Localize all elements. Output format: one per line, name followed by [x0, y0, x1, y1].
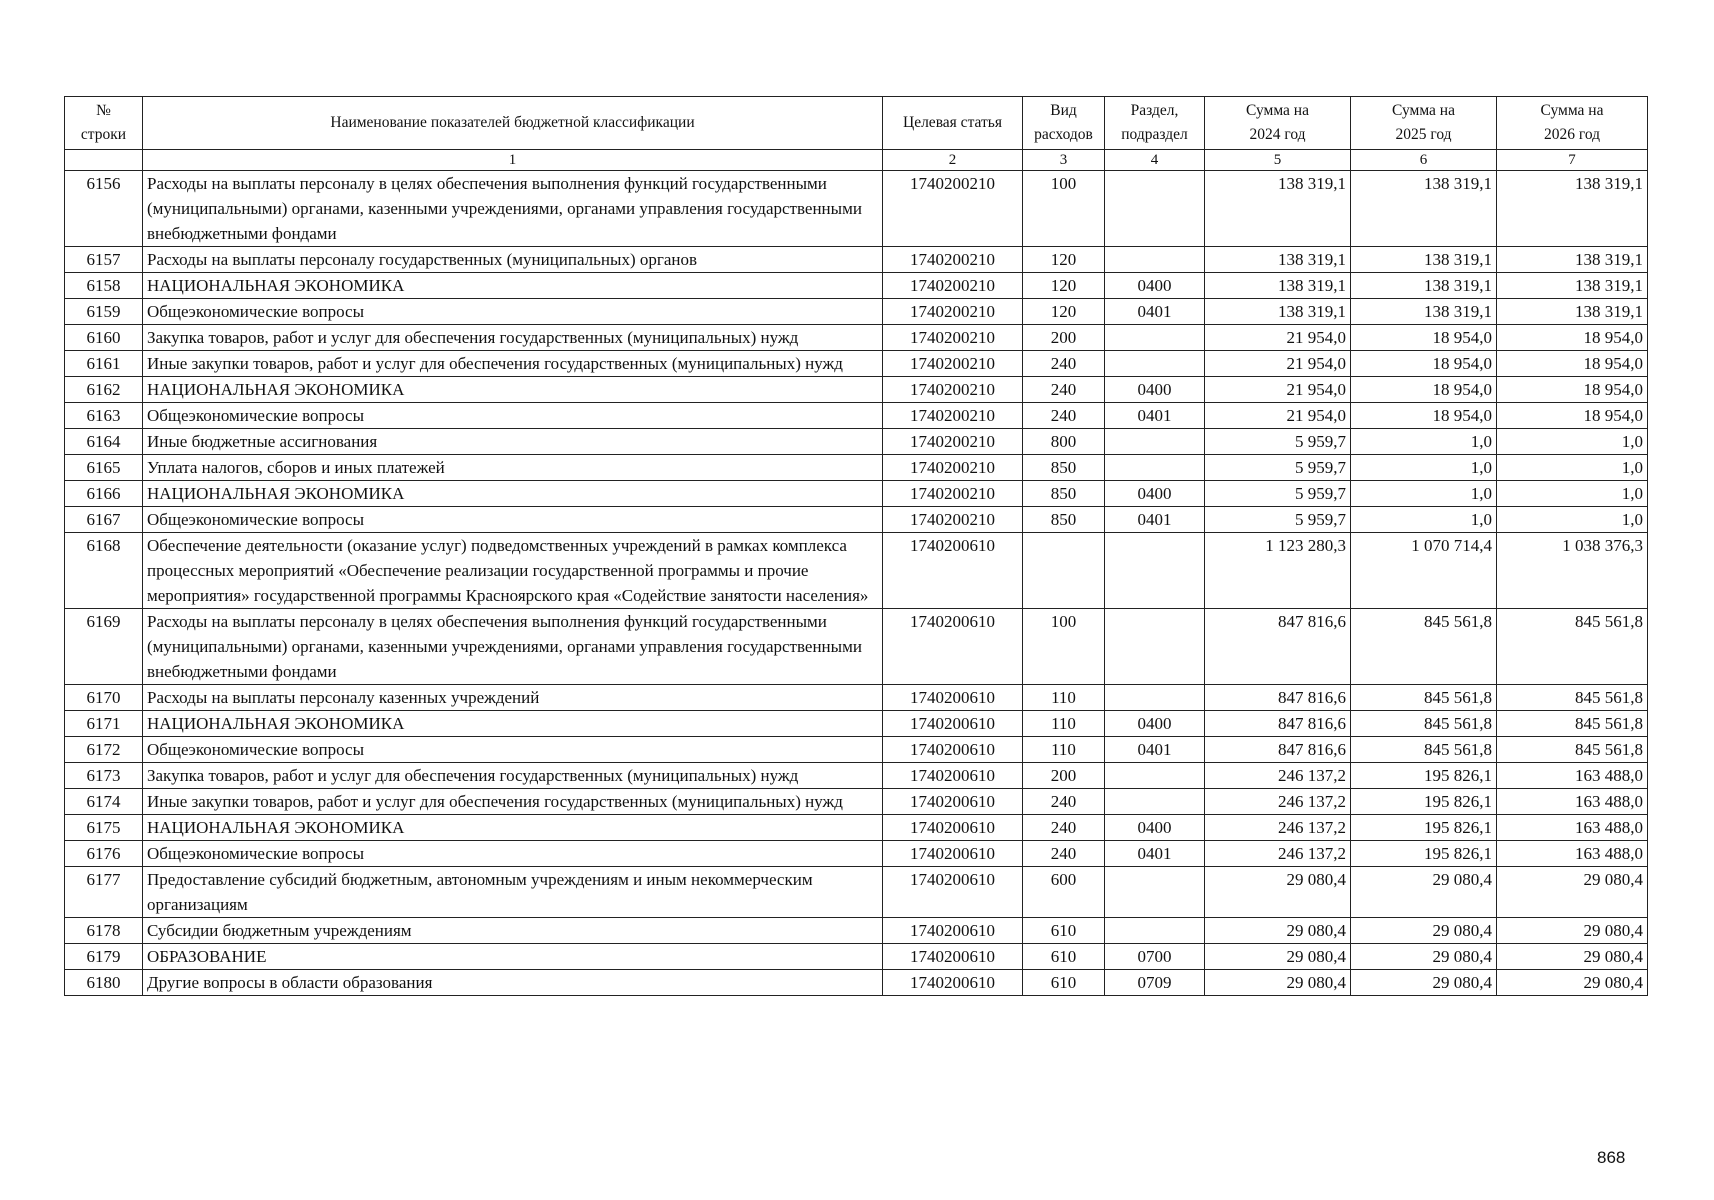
sum-2025-cell: 138 319,1 [1351, 299, 1497, 325]
row-number-cell: 6159 [65, 299, 143, 325]
row-number-cell: 6156 [65, 171, 143, 247]
expense-type-cell: 610 [1023, 944, 1105, 970]
section-cell: 0401 [1105, 403, 1205, 429]
sum-2024-cell: 5 959,7 [1205, 507, 1351, 533]
target-article-cell: 1740200210 [883, 481, 1023, 507]
table-row [65, 247, 1648, 273]
expense-type-cell: 110 [1023, 711, 1105, 737]
sum-2026-cell: 1,0 [1497, 481, 1648, 507]
indicator-name-cell: Общеэкономические вопросы [143, 299, 883, 325]
row-number-cell: 6170 [65, 685, 143, 711]
table-row [65, 918, 1648, 944]
indicator-name-cell: Другие вопросы в области образования [143, 970, 883, 996]
target-article-cell: 1740200610 [883, 815, 1023, 841]
header-expense-type-text: Вид расходов [1034, 102, 1093, 143]
target-article-cell: 1740200610 [883, 533, 1023, 609]
sum-2026-cell: 29 080,4 [1497, 918, 1648, 944]
sum-2024-cell: 138 319,1 [1205, 273, 1351, 299]
section-cell [1105, 533, 1205, 609]
expense-type-cell: 100 [1023, 609, 1105, 685]
target-article-cell: 1740200610 [883, 867, 1023, 918]
indicator-name-cell: Иные закупки товаров, работ и услуг для обеспечения государственных (муниципальных) нужд [143, 351, 883, 377]
row-number-cell: 6173 [65, 763, 143, 789]
sum-2025-cell: 138 319,1 [1351, 171, 1497, 247]
header-sum-2026-text: Сумма на 2026 год [1540, 102, 1604, 143]
indicator-name-cell: ОБРАЗОВАНИЕ [143, 944, 883, 970]
section-cell [1105, 351, 1205, 377]
indicator-name-cell: Предоставление субсидий бюджетным, автономным учреждениям и иным некоммерческим организациям [143, 867, 883, 918]
table-row [65, 609, 1648, 685]
expense-type-cell: 600 [1023, 867, 1105, 918]
sum-2026-cell: 29 080,4 [1497, 970, 1648, 996]
table-row [65, 171, 1648, 247]
section-cell: 0400 [1105, 377, 1205, 403]
row-number-cell: 6171 [65, 711, 143, 737]
header-sum-2025 [1351, 97, 1497, 150]
colnum-cell: 4 [1105, 150, 1205, 171]
table-row [65, 455, 1648, 481]
row-number-cell: 6162 [65, 377, 143, 403]
column-number-row [65, 150, 1648, 171]
table-row [65, 533, 1648, 609]
sum-2025-cell: 138 319,1 [1351, 273, 1497, 299]
sum-2025-cell: 1 070 714,4 [1351, 533, 1497, 609]
table-row [65, 429, 1648, 455]
expense-type-cell: 850 [1023, 455, 1105, 481]
sum-2026-cell: 18 954,0 [1497, 325, 1648, 351]
sum-2026-cell: 18 954,0 [1497, 377, 1648, 403]
row-number-cell: 6166 [65, 481, 143, 507]
target-article-cell: 1740200610 [883, 841, 1023, 867]
row-number-cell: 6158 [65, 273, 143, 299]
table-row [65, 841, 1648, 867]
indicator-name-cell: Расходы на выплаты персоналу государственных (муниципальных) органов [143, 247, 883, 273]
sum-2024-cell: 1 123 280,3 [1205, 533, 1351, 609]
table-row [65, 377, 1648, 403]
header-sum-2024-text: Сумма на 2024 год [1246, 102, 1309, 143]
budget-table [64, 96, 1648, 996]
indicator-name-cell: Субсидии бюджетным учреждениям [143, 918, 883, 944]
sum-2025-cell: 1,0 [1351, 507, 1497, 533]
expense-type-cell: 850 [1023, 481, 1105, 507]
sum-2024-cell: 29 080,4 [1205, 867, 1351, 918]
sum-2026-cell: 845 561,8 [1497, 609, 1648, 685]
target-article-cell: 1740200210 [883, 247, 1023, 273]
target-article-cell: 1740200210 [883, 429, 1023, 455]
header-sum-2024 [1205, 97, 1351, 150]
section-cell [1105, 429, 1205, 455]
expense-type-cell: 610 [1023, 970, 1105, 996]
indicator-name-cell: НАЦИОНАЛЬНАЯ ЭКОНОМИКА [143, 711, 883, 737]
target-article-cell: 1740200610 [883, 970, 1023, 996]
header-target-article [883, 97, 1023, 150]
expense-type-cell: 120 [1023, 299, 1105, 325]
table-row [65, 789, 1648, 815]
row-number-cell: 6157 [65, 247, 143, 273]
section-cell [1105, 918, 1205, 944]
target-article-cell: 1740200210 [883, 403, 1023, 429]
sum-2024-cell: 246 137,2 [1205, 789, 1351, 815]
sum-2024-cell: 246 137,2 [1205, 763, 1351, 789]
row-number-cell: 6167 [65, 507, 143, 533]
header-indicator-name [143, 97, 883, 150]
target-article-cell: 1740200210 [883, 507, 1023, 533]
sum-2024-cell: 847 816,6 [1205, 737, 1351, 763]
sum-2025-cell: 138 319,1 [1351, 247, 1497, 273]
table-row [65, 711, 1648, 737]
section-cell [1105, 789, 1205, 815]
sum-2024-cell: 847 816,6 [1205, 609, 1351, 685]
expense-type-cell: 120 [1023, 247, 1105, 273]
table-row [65, 481, 1648, 507]
row-number-cell: 6169 [65, 609, 143, 685]
section-cell: 0400 [1105, 481, 1205, 507]
sum-2026-cell: 163 488,0 [1497, 841, 1648, 867]
colnum-cell: 6 [1351, 150, 1497, 171]
section-cell [1105, 325, 1205, 351]
target-article-cell: 1740200210 [883, 325, 1023, 351]
sum-2026-cell: 1,0 [1497, 429, 1648, 455]
target-article-cell: 1740200610 [883, 763, 1023, 789]
sum-2025-cell: 195 826,1 [1351, 789, 1497, 815]
colnum-cell: 3 [1023, 150, 1105, 171]
indicator-name-cell: Общеэкономические вопросы [143, 403, 883, 429]
target-article-cell: 1740200610 [883, 918, 1023, 944]
sum-2026-cell: 138 319,1 [1497, 171, 1648, 247]
sum-2026-cell: 18 954,0 [1497, 403, 1648, 429]
sum-2024-cell: 29 080,4 [1205, 918, 1351, 944]
table-body [65, 171, 1648, 996]
header-row-number-text: № строки [80, 102, 127, 143]
sum-2026-cell: 138 319,1 [1497, 299, 1648, 325]
sum-2026-cell: 1 038 376,3 [1497, 533, 1648, 609]
indicator-name-cell: Расходы на выплаты персоналу в целях обеспечения выполнения функций государственными (муниципальными) органами, казенными учреждениями, органами управления государственными внебюджетными фондами [143, 171, 883, 247]
header-expense-type [1023, 97, 1105, 150]
expense-type-cell: 240 [1023, 403, 1105, 429]
target-article-cell: 1740200610 [883, 944, 1023, 970]
row-number-cell: 6175 [65, 815, 143, 841]
colnum-cell [65, 150, 143, 171]
sum-2026-cell: 163 488,0 [1497, 815, 1648, 841]
colnum-cell: 1 [143, 150, 883, 171]
sum-2025-cell: 18 954,0 [1351, 325, 1497, 351]
expense-type-cell: 110 [1023, 685, 1105, 711]
sum-2025-cell: 195 826,1 [1351, 815, 1497, 841]
indicator-name-cell: НАЦИОНАЛЬНАЯ ЭКОНОМИКА [143, 273, 883, 299]
expense-type-cell: 240 [1023, 789, 1105, 815]
indicator-name-cell: НАЦИОНАЛЬНАЯ ЭКОНОМИКА [143, 377, 883, 403]
expense-type-cell: 240 [1023, 841, 1105, 867]
sum-2026-cell: 18 954,0 [1497, 351, 1648, 377]
section-cell: 0400 [1105, 711, 1205, 737]
table-row [65, 867, 1648, 918]
indicator-name-cell: Общеэкономические вопросы [143, 507, 883, 533]
table-row [65, 944, 1648, 970]
target-article-cell: 1740200610 [883, 609, 1023, 685]
sum-2024-cell: 21 954,0 [1205, 403, 1351, 429]
target-article-cell: 1740200210 [883, 377, 1023, 403]
expense-type-cell: 200 [1023, 325, 1105, 351]
target-article-cell: 1740200210 [883, 299, 1023, 325]
indicator-name-cell: Общеэкономические вопросы [143, 737, 883, 763]
indicator-name-cell: Обеспечение деятельности (оказание услуг) подведомственных учреждений в рамках комплекса процессных мероприятий «Обеспечение реализации государственной программы и прочие мероприятия» государственной программы Красноярского края «Содействие занятости населения» [143, 533, 883, 609]
header-target-article-text: Целевая статья [903, 114, 1002, 131]
sum-2025-cell: 845 561,8 [1351, 609, 1497, 685]
table-row [65, 507, 1648, 533]
expense-type-cell: 850 [1023, 507, 1105, 533]
sum-2025-cell: 18 954,0 [1351, 403, 1497, 429]
sum-2024-cell: 21 954,0 [1205, 325, 1351, 351]
sum-2024-cell: 246 137,2 [1205, 841, 1351, 867]
sum-2025-cell: 29 080,4 [1351, 918, 1497, 944]
sum-2024-cell: 138 319,1 [1205, 299, 1351, 325]
sum-2024-cell: 246 137,2 [1205, 815, 1351, 841]
sum-2026-cell: 1,0 [1497, 455, 1648, 481]
sum-2024-cell: 29 080,4 [1205, 944, 1351, 970]
expense-type-cell: 120 [1023, 273, 1105, 299]
row-number-cell: 6161 [65, 351, 143, 377]
header-section [1105, 97, 1205, 150]
indicator-name-cell: Расходы на выплаты персоналу в целях обеспечения выполнения функций государственными (муниципальными) органами, казенными учреждениями, органами управления государственными внебюджетными фондами [143, 609, 883, 685]
section-cell [1105, 609, 1205, 685]
indicator-name-cell: Иные бюджетные ассигнования [143, 429, 883, 455]
sum-2025-cell: 845 561,8 [1351, 685, 1497, 711]
indicator-name-cell: Закупка товаров, работ и услуг для обеспечения государственных (муниципальных) нужд [143, 325, 883, 351]
sum-2025-cell: 1,0 [1351, 481, 1497, 507]
expense-type-cell [1023, 533, 1105, 609]
table-row [65, 351, 1648, 377]
sum-2025-cell: 18 954,0 [1351, 351, 1497, 377]
table-row [65, 737, 1648, 763]
sum-2025-cell: 29 080,4 [1351, 970, 1497, 996]
colnum-cell: 7 [1497, 150, 1648, 171]
target-article-cell: 1740200610 [883, 711, 1023, 737]
indicator-name-cell: Уплата налогов, сборов и иных платежей [143, 455, 883, 481]
colnum-cell: 2 [883, 150, 1023, 171]
header-section-text: Раздел, подраздел [1121, 102, 1188, 143]
expense-type-cell: 610 [1023, 918, 1105, 944]
indicator-name-cell: Расходы на выплаты персоналу казенных учреждений [143, 685, 883, 711]
sum-2024-cell: 138 319,1 [1205, 171, 1351, 247]
target-article-cell: 1740200610 [883, 789, 1023, 815]
table-header [65, 97, 1648, 171]
section-cell: 0400 [1105, 815, 1205, 841]
table-row [65, 273, 1648, 299]
header-row-number [65, 97, 143, 150]
section-cell: 0401 [1105, 507, 1205, 533]
section-cell [1105, 247, 1205, 273]
sum-2026-cell: 29 080,4 [1497, 944, 1648, 970]
section-cell: 0700 [1105, 944, 1205, 970]
header-indicator-name-text: Наименование показателей бюджетной классификации [330, 114, 695, 131]
target-article-cell: 1740200610 [883, 685, 1023, 711]
sum-2025-cell: 845 561,8 [1351, 737, 1497, 763]
row-number-cell: 6165 [65, 455, 143, 481]
sum-2025-cell: 845 561,8 [1351, 711, 1497, 737]
sum-2024-cell: 5 959,7 [1205, 481, 1351, 507]
sum-2025-cell: 195 826,1 [1351, 841, 1497, 867]
row-number-cell: 6178 [65, 918, 143, 944]
target-article-cell: 1740200210 [883, 171, 1023, 247]
sum-2024-cell: 847 816,6 [1205, 711, 1351, 737]
table-row [65, 815, 1648, 841]
section-cell [1105, 867, 1205, 918]
indicator-name-cell: Иные закупки товаров, работ и услуг для обеспечения государственных (муниципальных) нужд [143, 789, 883, 815]
sum-2026-cell: 845 561,8 [1497, 685, 1648, 711]
section-cell: 0401 [1105, 737, 1205, 763]
sum-2026-cell: 138 319,1 [1497, 247, 1648, 273]
row-number-cell: 6179 [65, 944, 143, 970]
row-number-cell: 6160 [65, 325, 143, 351]
sum-2025-cell: 1,0 [1351, 455, 1497, 481]
sum-2026-cell: 845 561,8 [1497, 711, 1648, 737]
expense-type-cell: 100 [1023, 171, 1105, 247]
row-number-cell: 6172 [65, 737, 143, 763]
row-number-cell: 6180 [65, 970, 143, 996]
colnum-cell: 5 [1205, 150, 1351, 171]
sum-2026-cell: 1,0 [1497, 507, 1648, 533]
sum-2025-cell: 195 826,1 [1351, 763, 1497, 789]
sum-2026-cell: 845 561,8 [1497, 737, 1648, 763]
sum-2025-cell: 18 954,0 [1351, 377, 1497, 403]
indicator-name-cell: НАЦИОНАЛЬНАЯ ЭКОНОМИКА [143, 481, 883, 507]
expense-type-cell: 800 [1023, 429, 1105, 455]
sum-2024-cell: 5 959,7 [1205, 455, 1351, 481]
section-cell [1105, 763, 1205, 789]
expense-type-cell: 240 [1023, 815, 1105, 841]
expense-type-cell: 240 [1023, 377, 1105, 403]
table-row [65, 403, 1648, 429]
section-cell: 0709 [1105, 970, 1205, 996]
row-number-cell: 6164 [65, 429, 143, 455]
sum-2024-cell: 29 080,4 [1205, 970, 1351, 996]
indicator-name-cell: НАЦИОНАЛЬНАЯ ЭКОНОМИКА [143, 815, 883, 841]
section-cell: 0401 [1105, 841, 1205, 867]
sum-2025-cell: 29 080,4 [1351, 867, 1497, 918]
sum-2024-cell: 5 959,7 [1205, 429, 1351, 455]
expense-type-cell: 110 [1023, 737, 1105, 763]
sum-2026-cell: 163 488,0 [1497, 789, 1648, 815]
page-number: 868 [1597, 1148, 1626, 1167]
header-sum-2026 [1497, 97, 1648, 150]
target-article-cell: 1740200210 [883, 455, 1023, 481]
sum-2024-cell: 847 816,6 [1205, 685, 1351, 711]
indicator-name-cell: Закупка товаров, работ и услуг для обеспечения государственных (муниципальных) нужд [143, 763, 883, 789]
row-number-cell: 6168 [65, 533, 143, 609]
row-number-cell: 6176 [65, 841, 143, 867]
table-row [65, 685, 1648, 711]
expense-type-cell: 240 [1023, 351, 1105, 377]
target-article-cell: 1740200610 [883, 737, 1023, 763]
sum-2025-cell: 1,0 [1351, 429, 1497, 455]
section-cell [1105, 171, 1205, 247]
table-row [65, 763, 1648, 789]
sum-2026-cell: 29 080,4 [1497, 867, 1648, 918]
sum-2025-cell: 29 080,4 [1351, 944, 1497, 970]
section-cell [1105, 455, 1205, 481]
table-row [65, 325, 1648, 351]
section-cell: 0401 [1105, 299, 1205, 325]
section-cell: 0400 [1105, 273, 1205, 299]
row-number-cell: 6177 [65, 867, 143, 918]
section-cell [1105, 685, 1205, 711]
indicator-name-cell: Общеэкономические вопросы [143, 841, 883, 867]
table-row [65, 970, 1648, 996]
sum-2024-cell: 138 319,1 [1205, 247, 1351, 273]
table-row [65, 299, 1648, 325]
header-sum-2025-text: Сумма на 2025 год [1392, 102, 1455, 143]
row-number-cell: 6174 [65, 789, 143, 815]
sum-2026-cell: 163 488,0 [1497, 763, 1648, 789]
target-article-cell: 1740200210 [883, 351, 1023, 377]
expense-type-cell: 200 [1023, 763, 1105, 789]
sum-2024-cell: 21 954,0 [1205, 351, 1351, 377]
row-number-cell: 6163 [65, 403, 143, 429]
sum-2026-cell: 138 319,1 [1497, 273, 1648, 299]
target-article-cell: 1740200210 [883, 273, 1023, 299]
sum-2024-cell: 21 954,0 [1205, 377, 1351, 403]
